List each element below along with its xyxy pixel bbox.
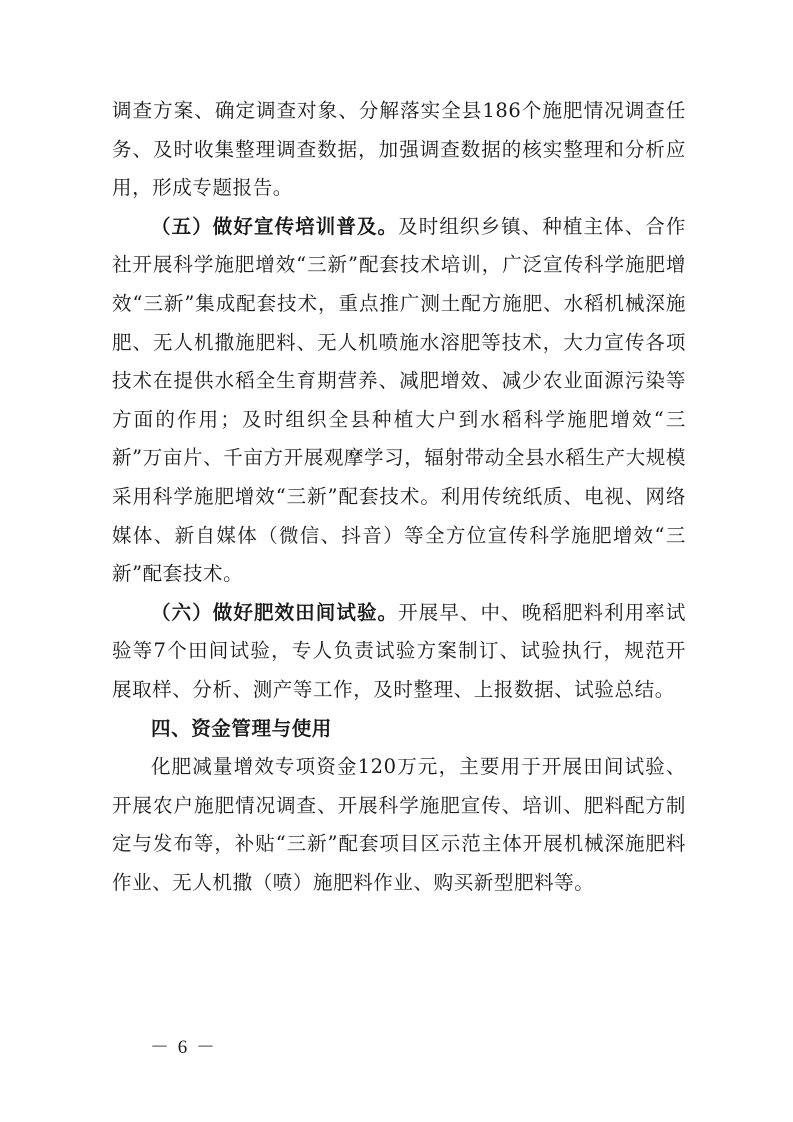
page-number: － 6 －	[150, 1037, 218, 1058]
paragraph-publicity-training	[112, 208, 686, 594]
paragraph-text: 化肥减量增效专项资金120万元，主要用于开展田间试验、开展农户施肥情况调查、开展科学施肥宣传、培训、肥料配方制定与发布等，补贴“三新”配套项目区示范主体开展机械深施肥料作业、无人机撒（喷）施肥料作业、购买新型肥料等。	[112, 755, 686, 894]
paragraph-text: 开展早、中、晚稻肥料利用率试验等7个田间试验，专人负责试验方案制订、试验执行，规范开展取样、分析、测产等工作，及时整理、上报数据、试验总结。	[112, 600, 686, 701]
paragraph-lead-heading: （六）做好肥效田间试验。	[151, 600, 399, 624]
paragraph-field-trials	[112, 594, 686, 710]
paragraph-lead-heading: （五）做好宣传培训普及。	[151, 214, 399, 238]
document-page	[112, 92, 686, 902]
paragraph-text: 调查方案、确定调查对象、分解落实全县186个施肥情况调查任务、及时收集整理调查数据，加强调查数据的核实整理和分析应用，形成专题报告。	[112, 99, 686, 200]
paragraph-survey-continuation	[112, 92, 686, 208]
paragraph-text: 及时组织乡镇、种植主体、合作社开展科学施肥增效“三新”配套技术培训，广泛宣传科学施肥增效“三新”集成配套技术，重点推广测土配方施肥、水稻机械深施肥、无人机撒施肥料、无人机喷施水溶肥等技术，大力宣传各项技术在提供水稻全生育期营养、减肥增效、减少农业面源污染等方面的作用；及时组织全县种植大户到水稻科学施肥增效“三新”万亩片、千亩方开展观摩学习，辐射带动全县水稻生产大规模采用科学施肥增效“三新”配套技术。利用传统纸质、电视、网络媒体、新自媒体（微信、抖音）等全方位宣传科学施肥增效“三新”配套技术。	[112, 214, 686, 586]
section-heading: 四、资金管理与使用	[151, 716, 332, 740]
paragraph-funding	[112, 748, 686, 902]
